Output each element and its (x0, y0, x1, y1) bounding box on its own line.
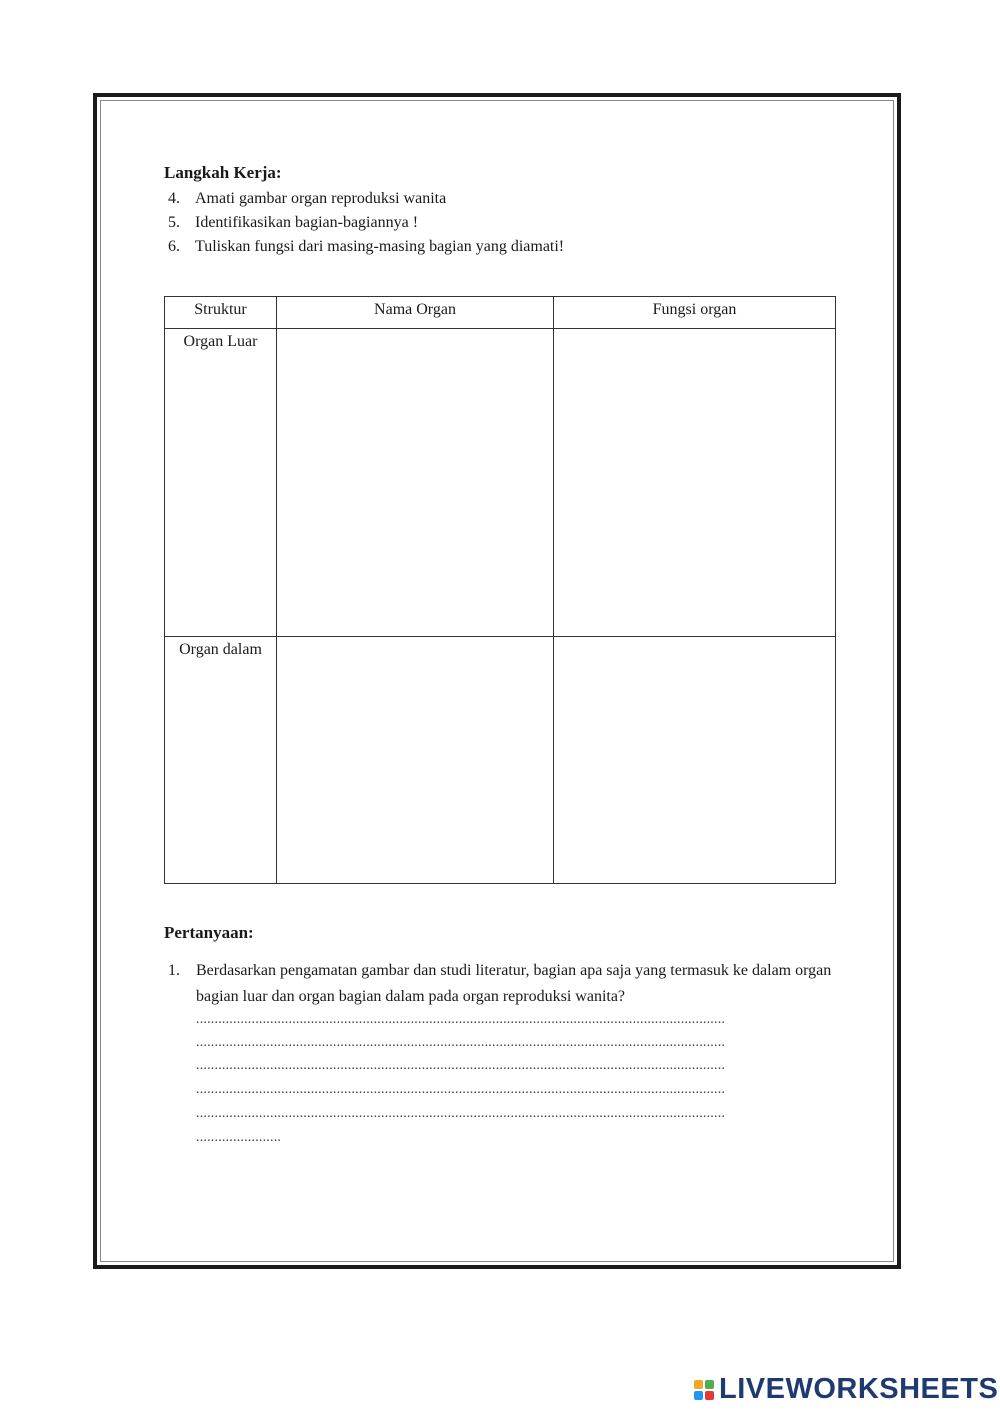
answer-line[interactable]: ............................................................................................................................................... (196, 1058, 726, 1073)
logo-square (694, 1391, 703, 1400)
logo-square (694, 1380, 703, 1389)
question-number: 1. (168, 962, 180, 979)
answer-line[interactable]: ............................................................................................................................................... (196, 1035, 726, 1050)
answer-line[interactable]: ............................................................................................................................................... (196, 1012, 726, 1027)
header-struktur: Struktur (165, 297, 277, 329)
header-nama-organ: Nama Organ (277, 297, 554, 329)
steps-list (168, 187, 564, 259)
logo-square (705, 1391, 714, 1400)
step-item: 5. Identifikasikan bagian-bagiannya ! (168, 214, 419, 231)
row-label-organ-dalam: Organ dalam (165, 637, 277, 884)
organ-table (164, 296, 836, 884)
answer-line[interactable]: ....................... (196, 1130, 282, 1145)
brand-footer (694, 1373, 998, 1406)
step-item: 4. Amati gambar organ reproduksi wanita (168, 190, 447, 207)
cell-fungsi-organ-luar[interactable] (554, 329, 836, 637)
brand-name: LIVEWORKSHEETS (719, 1373, 999, 1405)
step-item: 6. Tuliskan fungsi dari masing-masing bagian yang diamati! (168, 238, 565, 255)
question-text: Berdasarkan pengamatan gambar dan studi literatur, bagian apa saja yang termasuk ke dalam organ bagian luar dan organ bagian dalam pada organ reproduksi wanita? (196, 962, 832, 1005)
liveworksheets-logo-icon (694, 1380, 714, 1400)
question-1 (168, 958, 833, 1010)
steps-heading: Langkah Kerja: (164, 163, 282, 182)
row-label-organ-luar: Organ Luar (165, 329, 277, 637)
cell-fungsi-organ-dalam[interactable] (554, 637, 836, 884)
cell-nama-organ-dalam[interactable] (277, 637, 554, 884)
questions-heading: Pertanyaan: (164, 923, 254, 942)
header-fungsi-organ: Fungsi organ (554, 297, 836, 329)
answer-line[interactable]: ............................................................................................................................................... (196, 1082, 726, 1097)
logo-square (705, 1380, 714, 1389)
answer-line[interactable]: ............................................................................................................................................... (196, 1106, 726, 1121)
cell-nama-organ-luar[interactable] (277, 329, 554, 637)
